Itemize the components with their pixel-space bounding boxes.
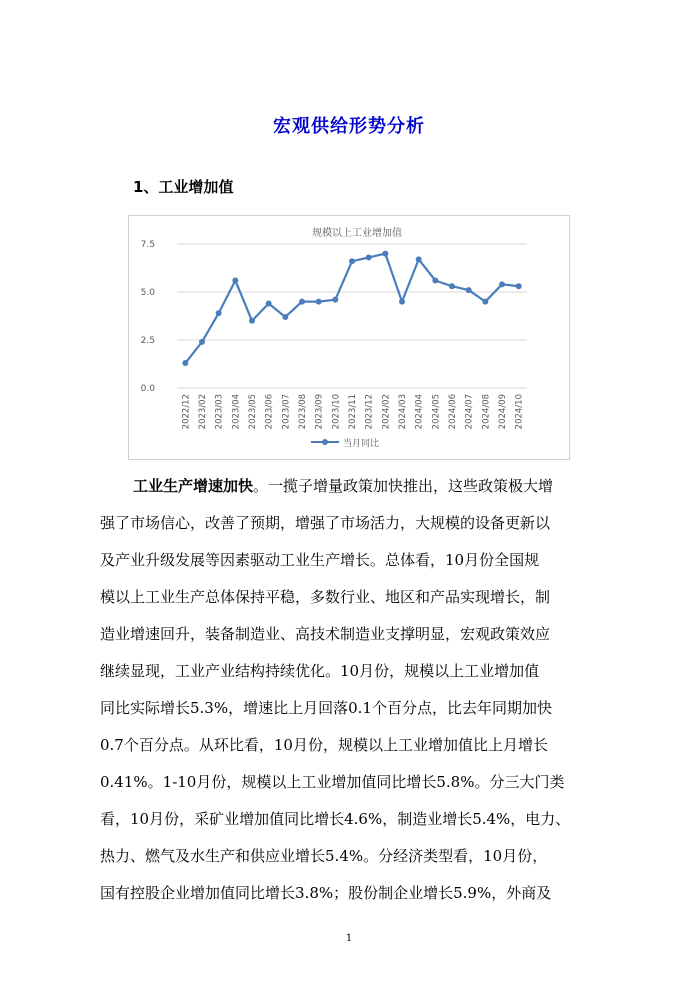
x-tick-label: 2023/03 [214,394,225,430]
page-title: 宏观供给形势分析 [273,116,425,137]
x-tick-label: 2023/10 [331,394,342,430]
x-tick-label: 2024/09 [498,394,508,430]
x-tick-label: 2023/05 [248,394,258,430]
paragraph-line-text: 。一揽子增量政策加快推出，这些政策极大增 [253,477,554,495]
data-point [199,339,205,345]
y-tick-label: 2.5 [140,336,155,346]
paragraph-line: 热力、燃气及水生产和供应业增长5.4%。分经济类型看，10月份， [100,847,548,865]
x-tick-label: 2023/11 [348,394,358,430]
data-point [399,299,405,305]
data-point [499,281,505,287]
x-tick-label: 2023/08 [298,394,308,430]
x-tick-label: 2024/10 [514,394,525,430]
data-point [266,301,272,307]
x-tick-label: 2023/09 [314,394,325,430]
x-tick-label: 2023/06 [264,394,275,430]
paragraph-line: 国有控股企业增加值同比增长3.8%；股份制企业增长5.9%，外商及 [100,884,552,902]
paragraph-line: 继续显现，工业产业结构持续优化。10月份，规模以上工业增加值 [100,662,540,680]
x-tick-label: 2023/07 [281,394,292,430]
data-point [216,310,222,316]
data-point [232,277,238,283]
paragraph-line: 看，10月份，采矿业增加值同比增长4.6%，制造业增长5.4%，电力、 [100,810,571,828]
section-heading: 1、工业增加值 [133,178,234,196]
paragraph-line: 及产业升级发展等因素驱动工业生产增长。总体看，10月份全国规 [100,551,540,569]
x-tick-label: 2024/06 [448,394,458,430]
data-point [182,360,188,366]
data-point [316,299,322,305]
page-number: 1 [345,933,353,944]
x-tick-label: 2024/08 [481,394,492,430]
data-point [516,283,522,289]
data-point [449,283,455,289]
data-point [432,277,438,283]
legend-label: 当月同比 [343,439,380,449]
x-tick-label: 2023/12 [364,394,375,430]
x-tick-label: 2024/02 [381,394,392,430]
x-tick-label: 2023/02 [198,394,208,430]
data-point [366,254,372,260]
data-point [249,318,255,324]
y-tick-label: 5.0 [140,288,155,298]
paragraph-line: 0.41%。1-10月份，规模以上工业增加值同比增长5.8%。分三大门类 [100,773,565,791]
data-point [482,299,488,305]
line-chart [128,215,570,460]
data-point [282,314,288,320]
legend-marker [322,439,328,445]
x-tick-label: 2024/07 [464,394,475,430]
chart-title: 规模以上工业增加值 [312,228,402,239]
paragraph-line: 强了市场信心，改善了预期，增强了市场活力，大规模的设备更新以 [100,514,551,532]
data-point [332,297,338,303]
x-tick-label: 2023/04 [231,394,242,430]
data-point [466,287,472,293]
x-tick-label: 2024/05 [431,394,442,430]
body-paragraph [100,468,598,912]
series-line [185,254,518,363]
paragraph-line: 模以上工业生产总体保持平稳，多数行业、地区和产品实现增长，制 [100,588,551,606]
data-point [382,251,388,257]
y-tick-label: 0.0 [140,384,155,394]
paragraph-lead: 工业生产增速加快 [133,477,254,495]
y-tick-label: 7.5 [140,240,155,250]
chart-svg [129,216,571,461]
x-tick-label: 2024/04 [414,394,425,430]
paragraph-line: 同比实际增长5.3%，增速比上月回落0.1个百分点，比去年同期加快 [100,699,552,717]
paragraph-line-1 [100,468,598,505]
paragraph-line: 0.7个百分点。从环比看，10月份，规模以上工业增加值比上月增长 [100,736,548,754]
paragraph-line: 造业增速回升，装备制造业、高技术制造业支撑明显，宏观政策效应 [100,625,551,643]
data-point [349,258,355,264]
x-tick-label: 2024/03 [398,394,408,430]
x-tick-label: 2022/12 [181,394,192,430]
data-point [299,299,305,305]
data-point [416,256,422,262]
